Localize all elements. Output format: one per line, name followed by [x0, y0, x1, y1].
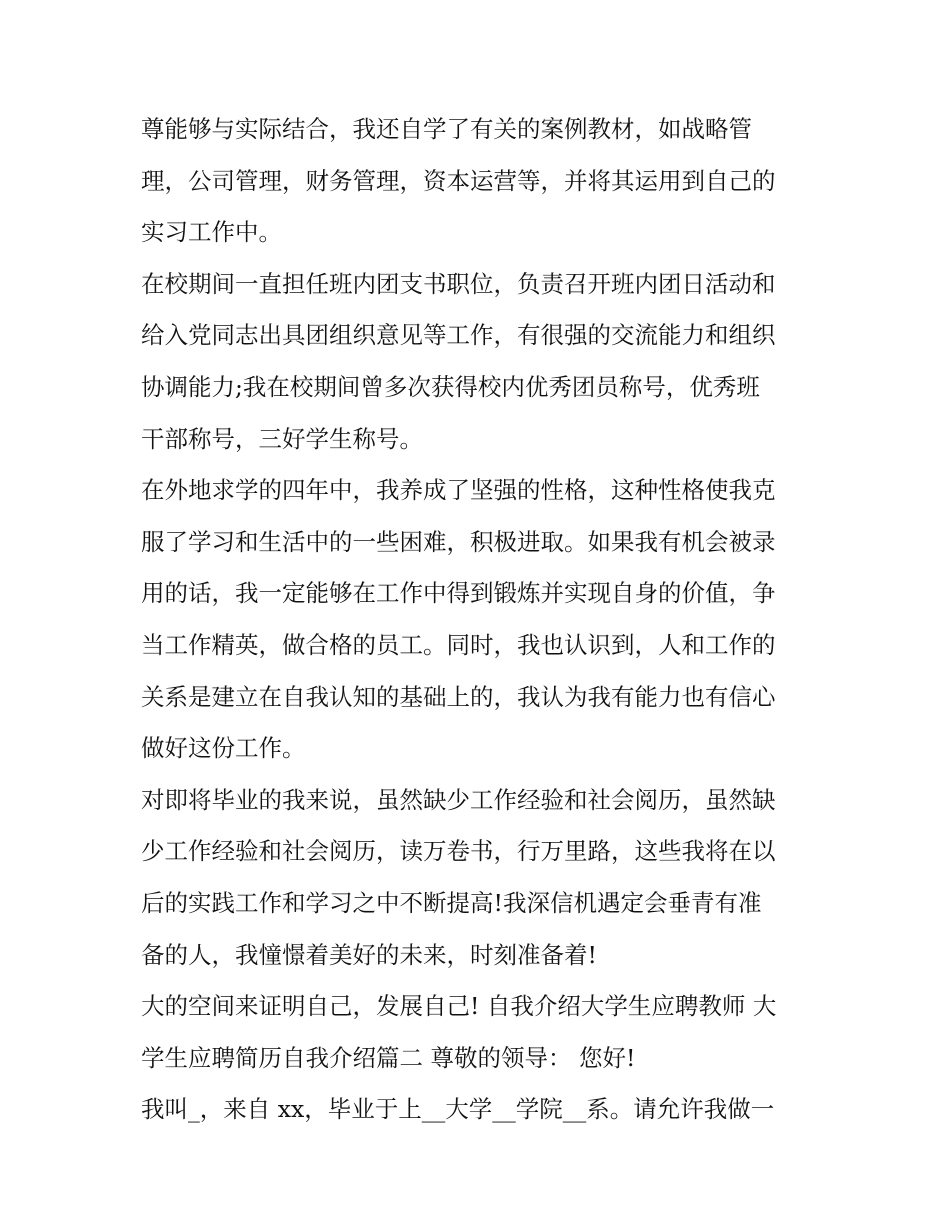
- text-line: 理，公司管理，财务管理，资本运营等，并将其运用到自己的: [141, 166, 776, 195]
- paragraph: [141, 981, 821, 1084]
- paragraph: [141, 775, 821, 981]
- paragraph: [141, 465, 821, 775]
- text-line: 用的话，我一定能够在工作中得到锻炼并实现自身的价值，争: [141, 579, 776, 608]
- text-line: 大的空间来证明自己，发展自己! 自我介绍大学生应聘教师 大: [141, 992, 777, 1021]
- text-line: 备的人，我憧憬着美好的未来，时刻准备着!: [141, 940, 597, 969]
- text-line: 做好这份工作。: [141, 734, 306, 763]
- text-line: 服了学习和生活中的一些困难，积极进取。如果我有机会被录: [141, 527, 776, 556]
- text-line: 在外地求学的四年中，我养成了坚强的性格，这种性格使我克: [141, 476, 776, 505]
- text-line: 学生应聘简历自我介绍篇二 尊敬的领导： 您好!: [141, 1043, 636, 1072]
- text-line: 给入党同志出具团组织意见等工作，有很强的交流能力和组织: [141, 321, 776, 350]
- text-line: 少工作经验和社会阅历，读万卷书，行万里路，这些我将在以: [141, 837, 776, 866]
- paragraph: [141, 104, 821, 259]
- text-line: 我叫_，来自 xx，毕业于上__大学__学院__系。请允许我做一: [141, 1095, 775, 1124]
- text-line: 协调能力;我在校期间曾多次获得校内优秀团员称号，优秀班: [141, 372, 760, 401]
- text-line: 尊能够与实际结合，我还自学了有关的案例教材，如战略管: [141, 115, 752, 143]
- document-body: [141, 104, 821, 1136]
- text-line: 后的实践工作和学习之中不断提高!我深信机遇定会垂青有准: [141, 888, 762, 917]
- text-line: 当工作精英，做合格的员工。同时，我也认识到，人和工作的: [141, 630, 776, 659]
- text-line: 在校期间一直担任班内团支书职位，负责召开班内团日活动和: [141, 269, 776, 298]
- text-line: 实习工作中。: [141, 218, 282, 247]
- text-line: 对即将毕业的我来说，虽然缺少工作经验和社会阅历，虽然缺: [141, 785, 776, 814]
- text-line: 干部称号，三好学生称号。: [141, 424, 423, 453]
- text-line: 关系是建立在自我认知的基础上的，我认为我有能力也有信心: [141, 682, 776, 711]
- paragraph: [141, 1084, 821, 1136]
- paragraph: [141, 259, 821, 465]
